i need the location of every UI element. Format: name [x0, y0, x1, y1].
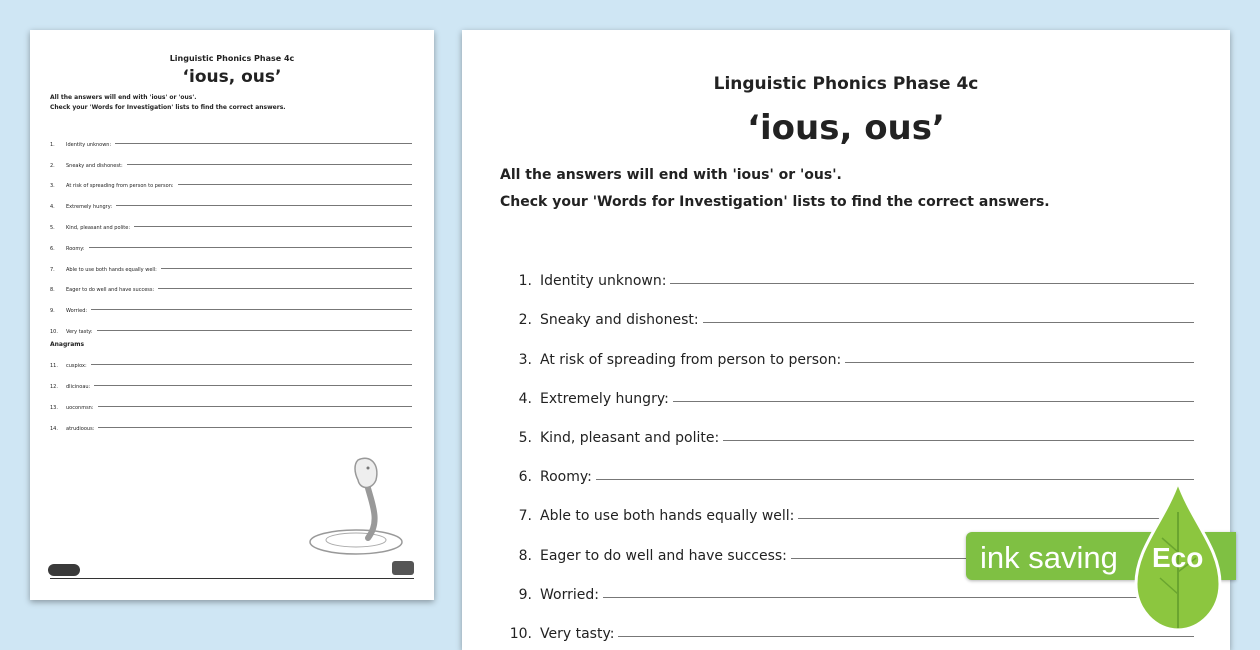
question-text: Very tasty:: [540, 625, 615, 642]
question-item: [502, 407, 1194, 446]
question-number: 7.: [518, 508, 532, 525]
question-number: 8.: [518, 547, 532, 564]
thumbnail-question: [50, 314, 414, 335]
question-text: Kind, pleasant and polite:: [540, 429, 720, 446]
worksheet-instructions: [500, 162, 1050, 216]
thumbnail-heading: Linguistic Phonics Phase 4c: [169, 54, 295, 63]
thumbnail-question-list: [50, 127, 414, 335]
thumbnail-question: [50, 252, 414, 273]
question-text: Identity unknown:: [66, 141, 112, 148]
question-number: 9.: [50, 308, 55, 315]
thumbnail-question: [50, 169, 414, 190]
question-number: 6.: [50, 245, 55, 252]
question-number: 13.: [50, 404, 58, 411]
thumbnail-question: [50, 189, 414, 210]
question-text: Worried:: [66, 308, 88, 315]
question-number: 5.: [518, 429, 532, 446]
question-text: uoconmsn:: [66, 404, 94, 411]
answer-line[interactable]: [723, 439, 1194, 441]
thumbnail-question: [50, 148, 414, 169]
question-number: 1.: [518, 273, 532, 290]
anagram-item: [50, 369, 414, 390]
answer-line: [115, 142, 412, 144]
question-text: Roomy:: [540, 469, 592, 486]
answer-line[interactable]: [845, 361, 1194, 363]
worksheet-title: ‘ious, ous’: [747, 108, 945, 148]
question-item: [502, 328, 1194, 367]
instruction-line-1: All the answers will end with 'ious' or 'ous'.: [500, 167, 842, 183]
anagram-list: [50, 348, 414, 432]
question-number: 4.: [518, 390, 532, 407]
question-text: dlicinoau:: [66, 383, 91, 390]
question-number: 12.: [50, 383, 58, 390]
question-number: 10.: [509, 625, 532, 642]
question-text: Sneaky and dishonest:: [66, 162, 123, 169]
question-number: 7.: [50, 266, 55, 273]
anagrams-heading: Anagrams: [50, 340, 85, 348]
answer-line[interactable]: [670, 282, 1194, 284]
question-text: cuspiox:: [66, 362, 87, 369]
answer-line: [97, 329, 412, 331]
question-text: Sneaky and dishonest:: [540, 312, 699, 329]
question-text: atrudioous:: [66, 425, 95, 432]
thumbnail-title: ‘ious, ous’: [182, 67, 282, 87]
question-number: 3.: [518, 351, 532, 368]
question-item: [502, 446, 1194, 485]
eco-label: Eco: [1152, 542, 1204, 573]
question-number: 2.: [518, 312, 532, 329]
question-text: At risk of spreading from person to person:: [66, 183, 174, 190]
question-text: Roomy:: [66, 245, 85, 252]
answer-line: [98, 405, 412, 407]
question-text: Extremely hungry:: [540, 390, 669, 407]
answer-line: [158, 287, 412, 289]
answer-line: [134, 225, 412, 227]
thumbnail-question: [50, 210, 414, 231]
thumbnail-instruction-1: All the answers will end with 'ious' or 'ous'.: [50, 94, 197, 101]
anagram-item: [50, 411, 414, 432]
answer-line: [91, 363, 412, 365]
publisher-logo: [48, 564, 80, 576]
answer-line[interactable]: [673, 400, 1194, 402]
question-number: 3.: [50, 183, 55, 190]
question-number: 1.: [50, 141, 55, 148]
anagram-item: [50, 348, 414, 369]
question-text: Very tasty:: [66, 328, 93, 335]
thumbnail-instruction-2: Check your 'Words for Investigation' lists to find the correct answers.: [50, 104, 286, 111]
answer-line: [89, 246, 412, 248]
cobra-illustration: [298, 450, 418, 560]
answer-line: [127, 163, 412, 165]
answer-line[interactable]: [618, 635, 1194, 637]
thumbnail-question: [50, 293, 414, 314]
question-item: [502, 289, 1194, 328]
question-text: Able to use both hands equally well:: [540, 508, 795, 525]
footer-divider: [50, 578, 414, 579]
question-text: Eager to do well and have success:: [66, 287, 155, 294]
worksheet-thumbnail[interactable]: [30, 30, 434, 600]
answer-line: [116, 204, 412, 206]
answer-line[interactable]: [703, 321, 1194, 323]
question-number: 14.: [50, 425, 58, 432]
question-number: 6.: [518, 469, 532, 486]
answer-line: [161, 267, 412, 269]
question-text: Worried:: [540, 586, 599, 603]
question-number: 2.: [50, 162, 55, 169]
thumbnail-question: [50, 231, 414, 252]
footer-badge-icon: [392, 561, 414, 575]
question-number: 9.: [518, 586, 532, 603]
question-text: Eager to do well and have success:: [540, 547, 787, 564]
question-item: [502, 250, 1194, 289]
anagram-item: [50, 390, 414, 411]
ink-saving-badge: [966, 482, 1260, 630]
question-number: 4.: [50, 204, 55, 211]
question-text: Able to use both hands equally well:: [66, 266, 157, 273]
question-number: 5.: [50, 224, 55, 231]
question-number: 8.: [50, 287, 55, 294]
question-text: Extremely hungry:: [66, 204, 113, 211]
question-number: 11.: [50, 362, 58, 369]
worksheet-heading: Linguistic Phonics Phase 4c: [713, 74, 979, 94]
answer-line: [94, 384, 412, 386]
ink-saving-label: ink saving: [980, 540, 1118, 575]
answer-line: [178, 183, 412, 185]
answer-line: [98, 426, 412, 428]
question-number: 10.: [50, 328, 58, 335]
question-text: Identity unknown:: [540, 273, 667, 290]
question-text: Kind, pleasant and polite:: [66, 224, 131, 231]
question-item: [502, 368, 1194, 407]
thumbnail-question: [50, 273, 414, 294]
answer-line: [91, 308, 412, 310]
thumbnail-question: [50, 127, 414, 148]
answer-line[interactable]: [596, 478, 1194, 480]
question-text: At risk of spreading from person to person:: [540, 351, 842, 368]
instruction-line-2: Check your 'Words for Investigation' lists to find the correct answers.: [500, 194, 1050, 210]
